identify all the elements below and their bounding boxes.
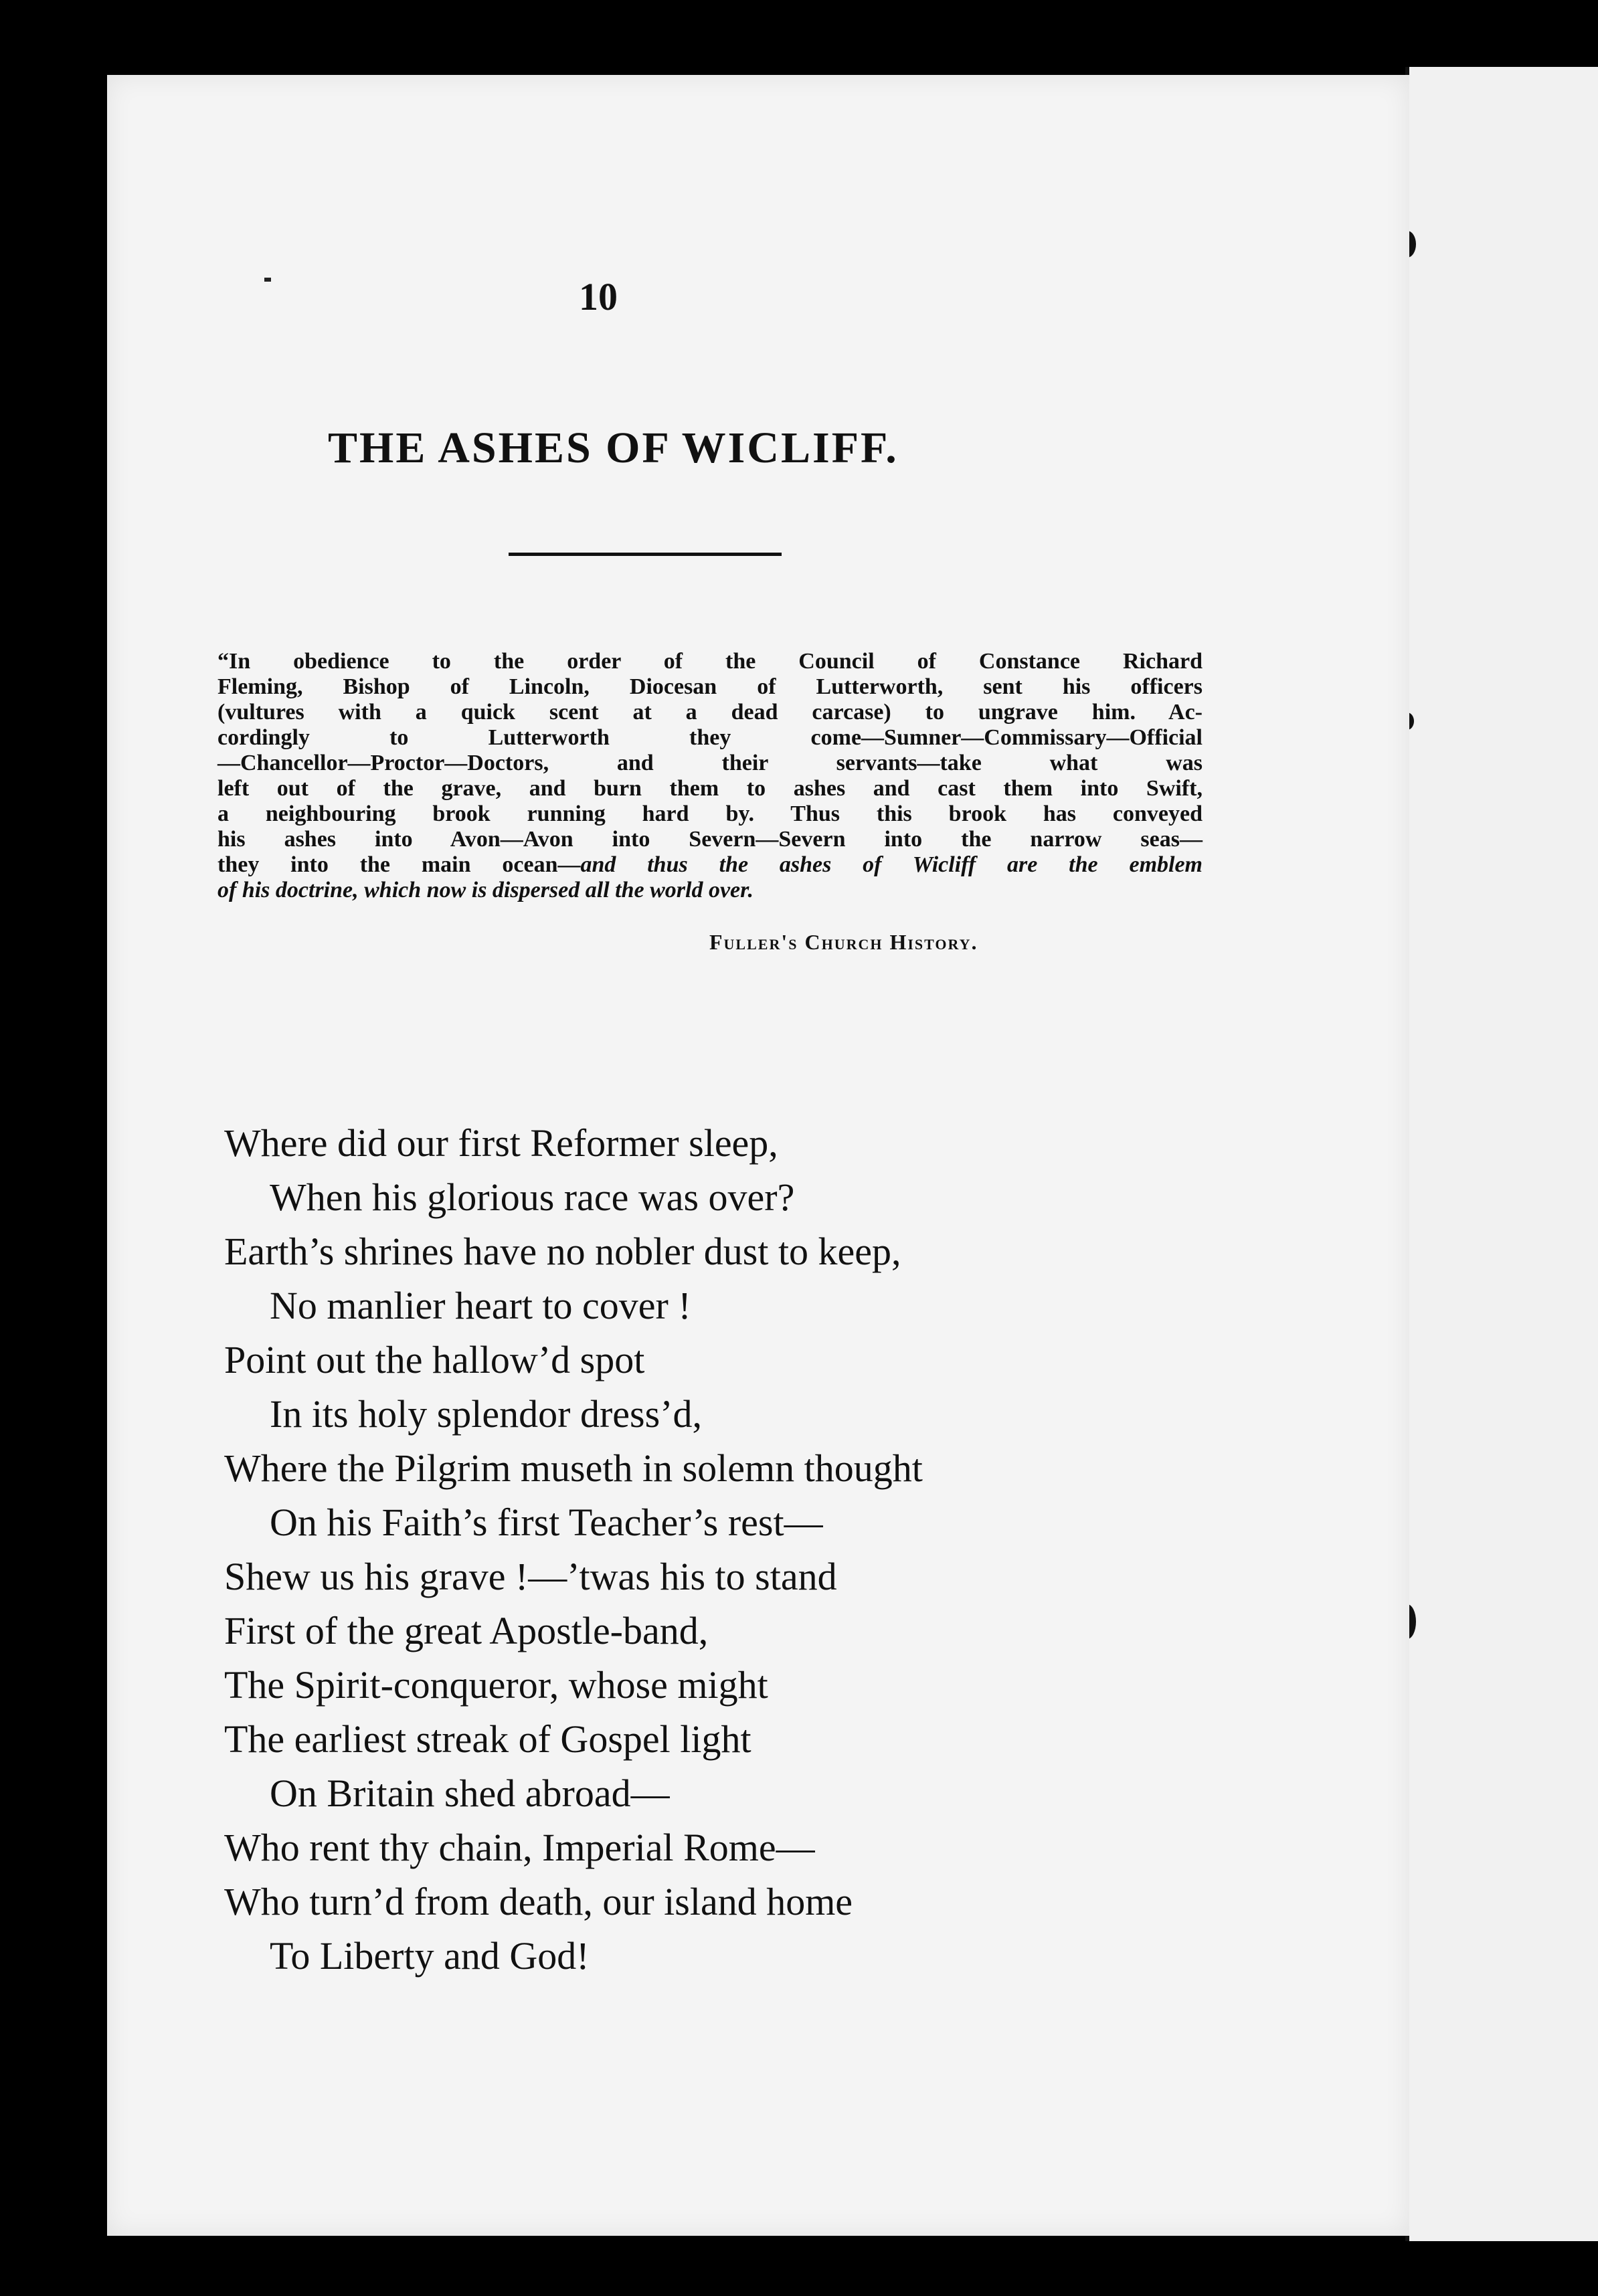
poem-line: The Spirit-conqueror, whose might (224, 1663, 768, 1707)
title-rule (509, 553, 782, 556)
poem-line: When his glorious race was over? (270, 1175, 795, 1219)
poem-line: Earth’s shrines have no nobler dust to keep, (224, 1230, 901, 1273)
poem-line: To Liberty and God! (270, 1934, 590, 1978)
epigraph-line (217, 878, 1203, 903)
epigraph-line (217, 852, 1203, 878)
poem-line: Who turn’d from death, our island home (224, 1880, 853, 1923)
epigraph-line: cordingly to Lutterworth they come—Sumner—Commissary—Official (217, 725, 1203, 750)
poem (224, 1116, 1201, 1983)
poem-line: Shew us his grave !—’twas his to stand (224, 1555, 837, 1598)
epigraph-line: Fleming, Bishop of Lincoln, Diocesan of Lutterworth, sent his officers (217, 674, 1203, 699)
epigraph-line: “In obedience to the order of the Council of Constance Richard (217, 649, 1203, 674)
epigraph-quote (217, 649, 1203, 903)
facing-page (1409, 67, 1598, 2241)
epigraph-line: (vultures with a quick scent at a dead carcase) to ungrave him. Ac- (217, 700, 1203, 725)
page-number: 10 (579, 275, 618, 318)
epigraph-line: his ashes into Avon—Avon into Severn—Severn into the narrow seas— (217, 827, 1203, 852)
poem-line: Where the Pilgrim museth in solemn thought (224, 1446, 923, 1490)
epigraph-line: a neighbouring brook running hard by. Thus this brook has conveyed (217, 801, 1203, 826)
epigraph-italic-text: and thus the ashes of Wicliff are the emblem (580, 852, 1203, 877)
epigraph-line: —Chancellor—Proctor—Doctors, and their servants—take what was (217, 751, 1203, 775)
epigraph-line: left out of the grave, and burn them to ashes and cast them into Swift, (217, 776, 1203, 801)
poem-line: In its holy splendor dress’d, (270, 1392, 702, 1436)
poem-line: Who rent thy chain, Imperial Rome— (224, 1826, 815, 1869)
epigraph-attribution: Fuller's Church History. (709, 930, 978, 954)
poem-line: On his Faith’s first Teacher’s rest— (270, 1501, 823, 1544)
poem-line: No manlier heart to cover ! (270, 1284, 691, 1327)
poem-line: The earliest streak of Gospel light (224, 1717, 751, 1761)
poem-line: Where did our first Reformer sleep, (224, 1121, 778, 1165)
poem-line: First of the great Apostle-band, (224, 1609, 709, 1652)
page-title: THE ASHES OF WICLIFF. (328, 423, 899, 472)
epigraph-italic-text: of his doctrine, which now is dispersed all the world over. (217, 878, 753, 902)
epigraph-text: they into the main ocean— (217, 852, 581, 877)
poem-line: Point out the hallow’d spot (224, 1338, 645, 1381)
poem-line: On Britain shed abroad— (270, 1772, 670, 1815)
